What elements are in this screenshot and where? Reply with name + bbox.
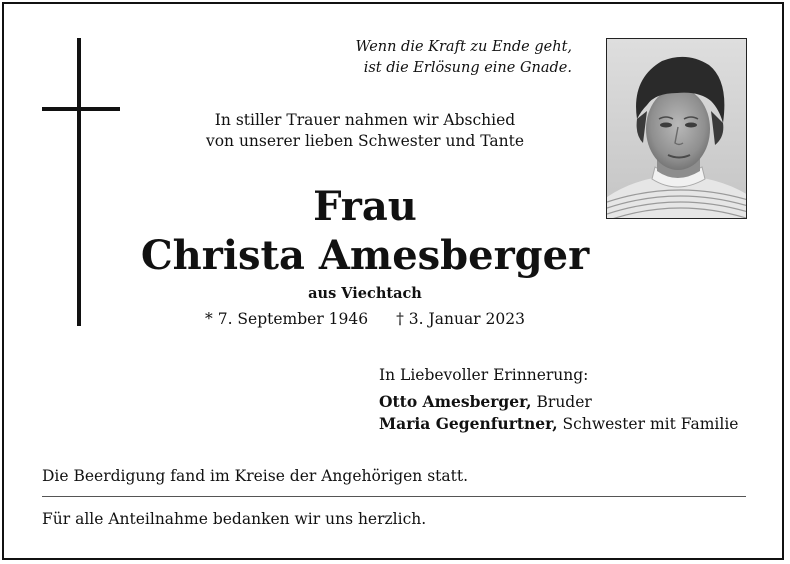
divider <box>42 496 746 497</box>
mourner-list <box>379 391 738 435</box>
portrait-photo <box>606 38 747 219</box>
motto-line-1: Wenn die Kraft zu Ende geht, <box>355 39 572 55</box>
intro-line-1: In stiller Trauer nahmen wir Abschied <box>214 111 516 129</box>
motto-quote <box>280 37 572 79</box>
life-dates <box>120 309 610 330</box>
deceased-origin: aus Viechtach <box>308 285 422 302</box>
intro-text <box>120 110 610 152</box>
thanks-note: Für alle Anteilnahme bedanken wir uns herzlich. <box>42 510 427 528</box>
remembrance-title: In Liebevoller Erinnerung: <box>379 366 589 384</box>
deceased-name: Christa Amesberger <box>140 232 590 279</box>
list-item <box>379 413 738 435</box>
portrait-image <box>607 39 747 219</box>
cross-icon <box>77 38 81 326</box>
mourner-relation: Bruder <box>536 393 592 411</box>
cross-icon-beam <box>42 107 120 111</box>
mourner-name: Otto Amesberger, <box>379 392 532 411</box>
mourner-relation: Schwester mit Familie <box>562 415 739 433</box>
deceased-salutation: Frau <box>313 183 417 230</box>
death-date: † 3. Januar 2023 <box>396 310 525 328</box>
intro-line-2: von unserer lieben Schwester und Tante <box>205 132 525 150</box>
motto-line-2: ist die Erlösung eine Gnade. <box>363 60 572 76</box>
mourner-name: Maria Gegenfurtner, <box>379 414 558 433</box>
birth-date: * 7. September 1946 <box>205 310 369 328</box>
list-item <box>379 391 738 413</box>
funeral-note: Die Beerdigung fand im Kreise der Angehörigen statt. <box>42 467 469 485</box>
